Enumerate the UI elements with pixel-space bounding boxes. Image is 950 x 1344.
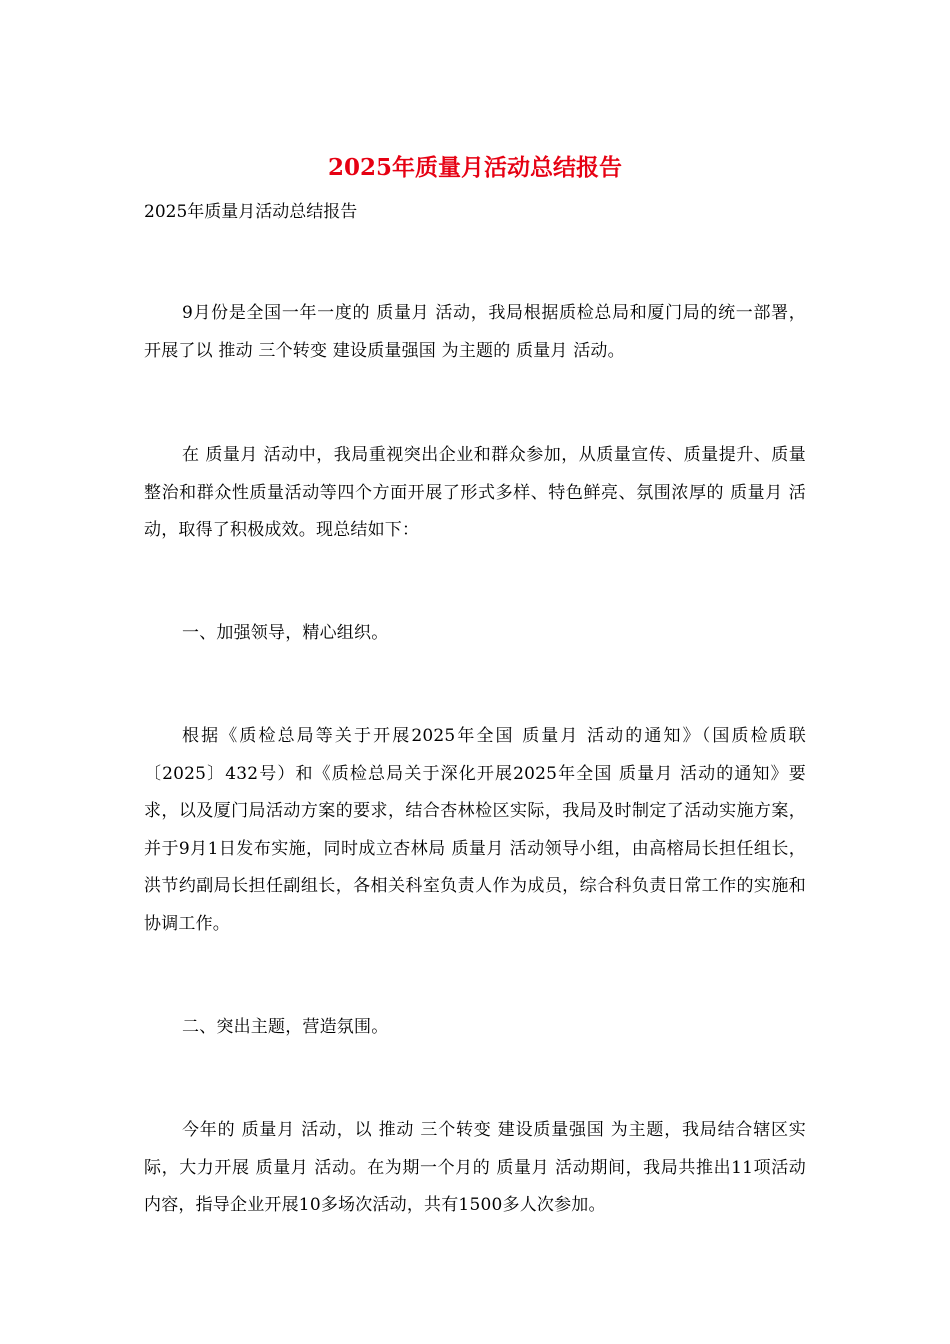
document-title: 2025年质量月活动总结报告	[327, 154, 622, 181]
section-heading-1: 一、加强领导，精心组织。	[182, 623, 389, 643]
paragraph-overview: 在 质量月 活动中，我局重视突出企业和群众参加，从质量宣传、质量提升、质量整治和群众性质量活动等四个方面开展了形式多样、特色鲜亮、氛围浓厚的 质量月 活动，取得了积极成效。现总结如下：	[144, 445, 806, 540]
document-subtitle: 2025年质量月活动总结报告	[144, 202, 358, 222]
paragraph-intro: 9月份是全国一年一度的 质量月 活动，我局根据质检总局和厦门局的统一部署，开展了以 推动 三个转变 建设质量强国 为主题的 质量月 活动。	[144, 303, 806, 361]
paragraph-section-1: 根据《质检总局等关于开展2025年全国 质量月 活动的通知》（国质检质联〔2025〕432号）和《质检总局关于深化开展2025年全国 质量月 活动的通知》要求，以及厦门局活动方案的要求，结合杏林检区实际，我局及时制定了活动实施方案，并于9月1日发布实施，同时成立杏林局 质量月 活动领导小组，由高榕局长担任组长，洪节约副局长担任副组长，各相关科室负责人作为成员，综合科负责日常工作的实施和协调工作。	[144, 726, 806, 934]
paragraph-section-2: 今年的 质量月 活动，以 推动 三个转变 建设质量强国 为主题，我局结合辖区实际，大力开展 质量月 活动。在为期一个月的 质量月 活动期间，我局共推出11项活动内容，指导企业开展10多场次活动，共有1500多人次参加。	[144, 1120, 806, 1215]
section-heading-2: 二、突出主题，营造氛围。	[182, 1017, 389, 1037]
